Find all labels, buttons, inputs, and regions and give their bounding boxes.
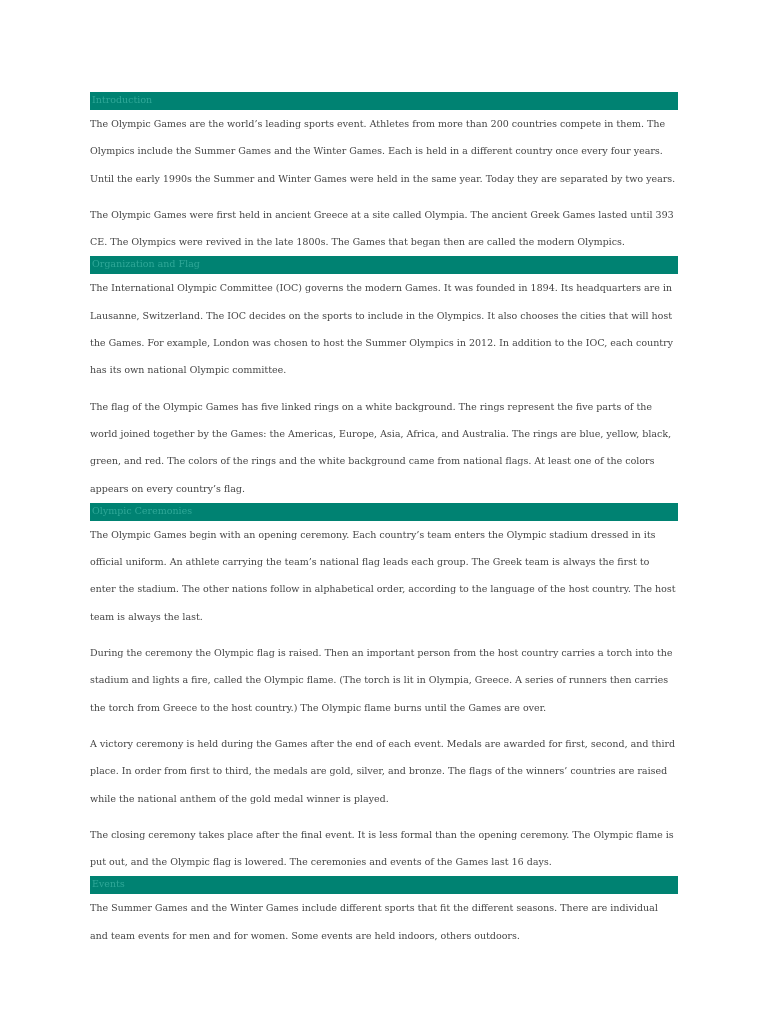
- paragraph: The Summer Games and the Winter Games include different sports that fit the different seasons. There are individual and team events for men and for women. Some events are held indoors, others outdoors.: [90, 903, 658, 942]
- paragraph: The Olympic Games are the world’s leading sports event. Athletes from more than 200 countries compete in them. The Olympics include the Summer Games and the Winter Games. Each is held in a different country once every four years. Until the early 1990s the Summer and Winter Games were held in the same year. Today they are separated by two years.: [90, 119, 676, 185]
- paragraph: The flag of the Olympic Games has five linked rings on a white background. The rings represent the five parts of the world joined together by the Games: the Americas, Europe, Asia, Africa, and Australia. The rings are blue, yellow, black, green, and red. The colors of the rings and the white background came from national flags. At least one of the colors appears on every country’s flag.: [90, 401, 672, 495]
- paragraph: During the ceremony the Olympic flag is raised. Then an important person from the host country carries a torch into the stadium and lights a fire, called the Olympic flame. (The torch is lit in Olympia, Greece. A series of runners then carries the torch from Greece to the host country.) The Olympic flame burns until the Games are over.: [90, 648, 673, 714]
- paragraph: A victory ceremony is held during the Games after the end of each event. Medals are awarded for first, second, and third place. In order from first to third, the medals are gold, silver, and bronze. The flags of the winners’ countries are raised while the national anthem of the gold medal winner is played.: [90, 738, 676, 805]
- paragraph: The International Olympic Committee (IOC) governs the modern Games. It was founded in 1894. Its headquarters are in Lausanne, Switzerland. The IOC decides on the sports to include in the Olympics. It also chooses the cities that will host the Games. For example, London was chosen to host the Summer Olympics in 2012. In addition to the IOC, each country has its own national Olympic committee.: [90, 283, 674, 377]
- section-header-organization-and-flag: Organization and Flag: [90, 256, 678, 274]
- document-page: [90, 92, 678, 950]
- section-header-olympic-ceremonies: Olympic Ceremonies: [90, 503, 678, 521]
- paragraph: The Olympic Games were first held in ancient Greece at a site called Olympia. The ancient Greek Games lasted until 393 CE. The Olympics were revived in the late 1800s. The Games that began then are called the modern Olympics.: [90, 209, 674, 249]
- paragraph: The Olympic Games begin with an opening ceremony. Each country’s team enters the Olympic stadium dressed in its official uniform. An athlete carrying the team’s national flag leads each group. The Greek team is always the first to enter the stadium. The other nations follow in alphabetical order, according to the language of the host country. The host team is always the last.: [90, 529, 676, 623]
- section-header-introduction: Introduction: [90, 92, 678, 110]
- paragraph: The closing ceremony takes place after the final event. It is less formal than the opening ceremony. The Olympic flame is put out, and the Olympic flag is lowered. The ceremonies and events of the Games last 16 days.: [90, 829, 674, 869]
- section-header-events: Events: [90, 876, 678, 894]
